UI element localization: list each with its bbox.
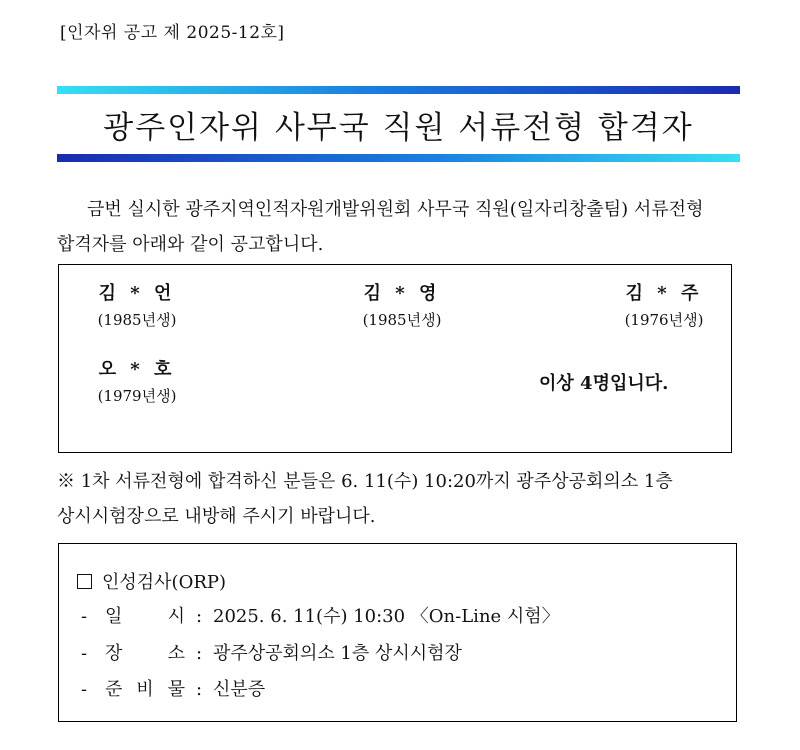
row-label — [105, 602, 185, 628]
passer-item — [350, 279, 454, 330]
row-dash: - — [81, 679, 88, 700]
passer-birth-year: (1979년생) — [97, 387, 177, 405]
row-label-char: 장 — [105, 643, 123, 664]
row-colon: : — [195, 643, 203, 664]
row-dash: - — [81, 606, 88, 627]
row-label — [105, 675, 185, 701]
row-label-char: 준 — [105, 679, 123, 700]
intro-line-2: 합격자를 아래와 같이 공고합니다. — [57, 234, 324, 255]
row-colon: : — [195, 679, 203, 700]
row-dash: - — [81, 643, 88, 664]
passer-name: 김 * 언 — [98, 283, 176, 304]
passer-item — [85, 355, 189, 406]
row-value: 광주상공회의소 1층 상시시험장 — [213, 643, 462, 664]
exam-header-label: 인성검사(ORP) — [102, 572, 227, 593]
passer-birth-year: (1985년생) — [362, 311, 442, 329]
passer-name: 김 * 영 — [363, 283, 441, 304]
row-label-char: 시 — [167, 606, 185, 627]
passer-birth-year: (1976년생) — [624, 311, 704, 329]
passer-name: 오 * 호 — [98, 359, 176, 380]
passer-item — [85, 279, 189, 330]
title-top-band — [57, 86, 740, 94]
title-bottom-band — [57, 154, 740, 162]
row-value: 2025. 6. 11(수) 10:30 〈On-Line 시험〉 — [213, 606, 560, 627]
page-title: 광주인자위 사무국 직원 서류전형 합격자 — [103, 110, 694, 146]
notice-note — [57, 464, 747, 534]
notice-number: [인자위 공고 제 2025-12호] — [60, 23, 285, 43]
exam-info-box — [58, 543, 737, 722]
intro-line-1: 금번 실시한 광주지역인적자원개발위원회 사무국 직원(일자리창출팀) 서류전형 — [87, 199, 704, 220]
row-label-char: 비 — [136, 679, 154, 700]
total-count-text: 이상 4명입니다. — [539, 373, 669, 394]
note-line-1: ※ 1차 서류전형에 합격하신 분들은 6. 11(수) 10:20까지 광주상공회의소 1층 — [57, 471, 673, 492]
row-value: 신분증 — [213, 679, 266, 700]
passer-name: 김 * 주 — [625, 283, 703, 304]
row-label-char: 소 — [167, 643, 185, 664]
passer-item — [612, 279, 716, 330]
passer-birth-year: (1985년생) — [97, 311, 177, 329]
row-label-char: 물 — [167, 679, 185, 700]
intro-paragraph — [57, 192, 740, 262]
note-line-2: 상시시험장으로 내방해 주시기 바랍니다. — [57, 506, 376, 527]
exam-row-items — [81, 675, 265, 701]
exam-header — [77, 568, 226, 594]
exam-row-datetime — [81, 602, 560, 628]
row-colon: : — [195, 606, 203, 627]
exam-row-location — [81, 639, 462, 665]
row-label-char: 일 — [105, 606, 123, 627]
row-label — [105, 639, 185, 665]
checkbox-square-icon — [77, 574, 92, 589]
passers-box — [58, 264, 732, 453]
